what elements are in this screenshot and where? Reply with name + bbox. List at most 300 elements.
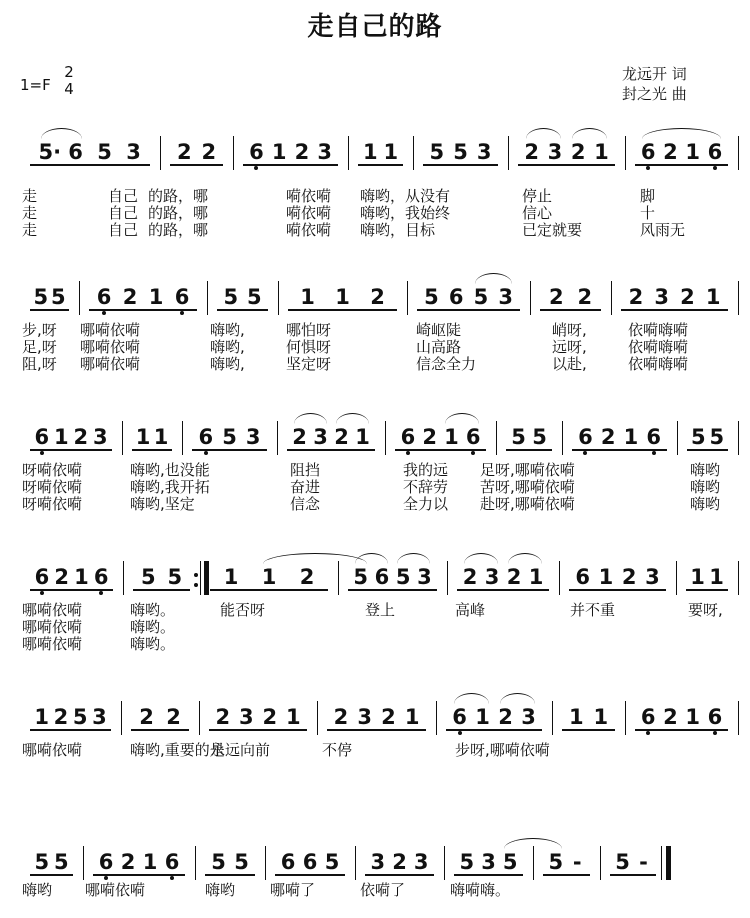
lyric-syllable-group: 嗨嗬嗨。 bbox=[450, 881, 511, 899]
note: 3 bbox=[92, 425, 108, 449]
note: 6 bbox=[164, 850, 180, 874]
beam-underline bbox=[327, 729, 426, 731]
note: 3 bbox=[370, 850, 386, 874]
beam-underline bbox=[610, 874, 656, 876]
note: 2 bbox=[73, 425, 89, 449]
note: 6 bbox=[34, 425, 50, 449]
note: 5 bbox=[511, 425, 526, 449]
beam-underline bbox=[30, 874, 73, 876]
lyric-syllable-group: 嗨哟 bbox=[22, 881, 53, 899]
slur bbox=[336, 413, 369, 424]
note: 1 bbox=[148, 285, 164, 309]
beam-underline bbox=[506, 449, 552, 451]
note: 3 bbox=[126, 140, 141, 164]
lyric-syllable-group: 信念 bbox=[290, 495, 321, 513]
note: 5 bbox=[473, 285, 489, 309]
barline bbox=[600, 846, 601, 880]
barline bbox=[533, 846, 534, 880]
beam-underline bbox=[686, 589, 728, 591]
lyric-syllable-group: 远呀, bbox=[552, 338, 587, 356]
note: 5 bbox=[459, 850, 475, 874]
barline bbox=[677, 421, 678, 455]
beam-underline bbox=[621, 309, 728, 311]
lyric-syllable-group: 的路，哪 bbox=[148, 187, 209, 205]
slur bbox=[355, 553, 388, 564]
lyric-syllable-group: 嗬依嗬 bbox=[286, 187, 332, 205]
note: 5 bbox=[324, 850, 340, 874]
note: 2 bbox=[680, 285, 695, 309]
slur bbox=[454, 693, 489, 704]
note: 6 bbox=[640, 140, 656, 164]
barline bbox=[611, 281, 612, 315]
note: 1 bbox=[285, 705, 301, 729]
lyric-syllable-group: 奋进 bbox=[290, 478, 321, 496]
octave-dot bbox=[102, 311, 106, 315]
lyric-syllable-group: 嗬依嗬 bbox=[286, 221, 332, 239]
lyric-syllable-group: 峭呀, bbox=[552, 321, 587, 339]
note: 2 bbox=[299, 565, 315, 589]
barline bbox=[160, 136, 161, 170]
lyric-syllable-group: 哪嗬依嗬 bbox=[22, 601, 83, 619]
beam-underline bbox=[288, 309, 397, 311]
note: 3 bbox=[484, 565, 500, 589]
octave-dot bbox=[471, 451, 475, 455]
note: 3 bbox=[357, 705, 372, 729]
lyric-syllable-group: 自己 bbox=[108, 221, 139, 239]
lyric-syllable-group: 苦呀,哪嗬依嗬 bbox=[480, 478, 575, 496]
note: 2 bbox=[370, 285, 385, 309]
lyric-syllable-group: 哪嗬依嗬 bbox=[80, 355, 141, 373]
barline bbox=[199, 701, 200, 735]
beam-underline bbox=[635, 164, 728, 166]
note: 1 bbox=[593, 705, 609, 729]
note: 3 bbox=[521, 705, 536, 729]
note: 2 bbox=[570, 140, 586, 164]
barline bbox=[552, 701, 553, 735]
beam-underline bbox=[423, 164, 498, 166]
barline bbox=[83, 846, 84, 880]
note: 6 bbox=[68, 140, 83, 164]
note: 5 bbox=[33, 285, 49, 309]
barline bbox=[676, 561, 677, 595]
note: 6 bbox=[400, 425, 416, 449]
beam-underline bbox=[133, 589, 190, 591]
lyric-syllable-group: 哪嗬依嗬 bbox=[80, 338, 141, 356]
barline bbox=[530, 281, 531, 315]
note: 1 bbox=[568, 705, 584, 729]
note: 5 bbox=[140, 565, 156, 589]
note: 6 bbox=[280, 850, 296, 874]
note: 2 bbox=[120, 850, 136, 874]
note: 6 bbox=[707, 140, 723, 164]
beam-underline bbox=[93, 874, 185, 876]
note: 5 bbox=[246, 285, 262, 309]
lyric-syllable-group: 停止 bbox=[522, 187, 553, 205]
note: 1 bbox=[475, 705, 490, 729]
note: 2 bbox=[462, 565, 478, 589]
barline bbox=[278, 281, 279, 315]
barline bbox=[496, 421, 497, 455]
lyric-syllable-group: 嗬依嗬 bbox=[286, 204, 332, 222]
note: 1 bbox=[223, 565, 239, 589]
note: 5 bbox=[223, 285, 239, 309]
lyricist-credit: 龙远开 词 bbox=[622, 65, 687, 83]
note: 2 bbox=[577, 285, 593, 309]
note: 3 bbox=[498, 285, 513, 309]
barline bbox=[738, 561, 739, 595]
lyric-syllable-group: 以赴, bbox=[552, 355, 587, 373]
note: 1 bbox=[355, 425, 370, 449]
beam-underline bbox=[518, 164, 615, 166]
octave-dot bbox=[406, 451, 410, 455]
octave-dot bbox=[713, 166, 717, 170]
note: 5 bbox=[532, 425, 547, 449]
note: 1 bbox=[709, 565, 724, 589]
lyric-syllable-group: 嗨哟 bbox=[690, 495, 721, 513]
lyric-syllable-group: 依嗬了 bbox=[360, 881, 406, 899]
note: 1 bbox=[74, 565, 89, 589]
note: 2 bbox=[176, 140, 192, 164]
note: 2 bbox=[663, 705, 678, 729]
note: 5 bbox=[53, 850, 69, 874]
barline bbox=[738, 136, 739, 170]
note: 1 bbox=[705, 285, 721, 309]
note: 1 bbox=[685, 705, 700, 729]
note: 6 bbox=[452, 705, 467, 729]
note: 6 bbox=[448, 285, 464, 309]
note: 5 bbox=[72, 705, 88, 729]
lyric-syllable-group: 走 bbox=[22, 221, 38, 239]
final-barline bbox=[666, 846, 671, 880]
lyric-syllable-group: 哪嗬依嗬 bbox=[22, 635, 83, 653]
slur bbox=[526, 128, 561, 139]
barline bbox=[121, 701, 122, 735]
note: 3 bbox=[476, 140, 492, 164]
barline bbox=[195, 846, 196, 880]
beam-underline bbox=[287, 449, 375, 451]
note: 5 bbox=[97, 140, 112, 164]
note: 2 bbox=[122, 285, 138, 309]
note: 6 bbox=[249, 140, 264, 164]
note: 3 bbox=[317, 140, 332, 164]
lyric-syllable-group: 嗨哟，我始终 bbox=[360, 204, 451, 222]
lyric-syllable-group: 嗨哟，目标 bbox=[360, 221, 436, 239]
lyric-syllable-group: 嗨哟,也没能 bbox=[130, 461, 210, 479]
slur bbox=[500, 693, 535, 704]
octave-dot bbox=[713, 731, 717, 735]
beam-underline bbox=[210, 589, 328, 591]
song-title: 走自己的路 bbox=[307, 12, 443, 42]
lyric-syllable-group: 坚定呀 bbox=[286, 355, 332, 373]
note: 3 bbox=[481, 850, 496, 874]
octave-dot bbox=[646, 731, 650, 735]
slur bbox=[397, 553, 430, 564]
note: 6 bbox=[707, 705, 723, 729]
note: 2 bbox=[54, 565, 69, 589]
octave-dot bbox=[652, 451, 656, 455]
barline bbox=[559, 561, 560, 595]
barline bbox=[436, 701, 437, 735]
note: 6 bbox=[578, 425, 593, 449]
lyric-syllable-group: 全力以 bbox=[403, 495, 449, 513]
barline bbox=[738, 421, 739, 455]
credits bbox=[622, 64, 687, 104]
barline bbox=[444, 846, 445, 880]
beam-underline bbox=[30, 729, 111, 731]
lyric-syllable-group: 呀嗬依嗬 bbox=[22, 461, 83, 479]
barline bbox=[182, 421, 183, 455]
note: 6 bbox=[34, 565, 50, 589]
note: 2 bbox=[524, 140, 539, 164]
note: 2 bbox=[334, 425, 349, 449]
beam-underline bbox=[457, 589, 549, 591]
lyric-syllable-group: 依嗬嗨嗬 bbox=[628, 355, 689, 373]
lyric-syllable-group: 哪怕呀 bbox=[286, 321, 332, 339]
note: 6 bbox=[646, 425, 661, 449]
slur bbox=[504, 838, 562, 849]
barline bbox=[317, 701, 318, 735]
lyric-syllable-group: 并不重 bbox=[570, 601, 616, 619]
key-signature: 1=F bbox=[20, 76, 51, 94]
lyric-syllable-group: 哪嗬依嗬 bbox=[22, 741, 83, 759]
note: 1 bbox=[383, 140, 399, 164]
lyric-syllable-group: 嗨哟 bbox=[690, 461, 721, 479]
beam-underline bbox=[569, 589, 666, 591]
note: 5 bbox=[211, 850, 226, 874]
slur bbox=[475, 273, 512, 284]
note: 1 bbox=[153, 425, 169, 449]
note: 5 bbox=[429, 140, 445, 164]
lyric-syllable-group: 呀嗬依嗬 bbox=[22, 495, 83, 513]
lyric-syllable-group: 哪嗬了 bbox=[270, 881, 316, 899]
note: 5 bbox=[353, 565, 368, 589]
note: 6 bbox=[374, 565, 390, 589]
lyric-syllable-group: 登上 bbox=[365, 601, 396, 619]
lyric-syllable-group: 我的远 bbox=[403, 461, 449, 479]
octave-dot bbox=[99, 591, 103, 595]
lyric-syllable-group: 哪嗬依嗬 bbox=[80, 321, 141, 339]
beam-underline bbox=[417, 309, 520, 311]
beam-underline bbox=[562, 729, 615, 731]
beam-underline bbox=[89, 309, 197, 311]
lyric-syllable-group: 嗨哟。 bbox=[130, 635, 176, 653]
note: 3 bbox=[413, 850, 429, 874]
note: 6 bbox=[465, 425, 481, 449]
note: 5 bbox=[709, 425, 725, 449]
note: - bbox=[572, 850, 582, 874]
beam-underline bbox=[348, 589, 437, 591]
repeat-dot bbox=[194, 573, 198, 577]
composer-credit: 封之光 曲 bbox=[622, 85, 687, 103]
lyric-syllable-group: 嗨哟。 bbox=[130, 601, 176, 619]
time-signature-denominator: 4 bbox=[64, 80, 74, 98]
beam-underline bbox=[687, 449, 728, 451]
note: 2 bbox=[663, 140, 678, 164]
note: 6 bbox=[98, 850, 114, 874]
lyric-syllable-group: 足,呀 bbox=[22, 338, 57, 356]
note: 1 bbox=[528, 565, 544, 589]
octave-dot bbox=[458, 731, 462, 735]
beam-underline bbox=[131, 729, 189, 731]
octave-dot bbox=[180, 311, 184, 315]
note: 1 bbox=[142, 850, 158, 874]
octave-dot bbox=[204, 451, 208, 455]
note: 5 bbox=[395, 565, 411, 589]
note: 1 bbox=[53, 425, 69, 449]
note: 2 bbox=[548, 285, 564, 309]
octave-dot bbox=[170, 876, 174, 880]
note: 5 bbox=[167, 565, 183, 589]
note: 1 bbox=[685, 140, 700, 164]
lyric-syllable-group: 要呀, bbox=[688, 601, 723, 619]
note: 5 bbox=[548, 850, 564, 874]
beam-underline bbox=[170, 164, 223, 166]
lyric-syllable-group: 山高路 bbox=[416, 338, 462, 356]
octave-dot bbox=[254, 166, 258, 170]
lyric-syllable-group: 赴呀,哪嗬依嗬 bbox=[480, 495, 575, 513]
note: 6 bbox=[174, 285, 190, 309]
slur bbox=[508, 553, 542, 564]
lyric-syllable-group: 阻挡 bbox=[290, 461, 321, 479]
note: 5 bbox=[453, 140, 468, 164]
lyric-syllable-group: 嗨哟, bbox=[210, 338, 245, 356]
barline bbox=[277, 421, 278, 455]
lyric-syllable-group: 的路，哪 bbox=[148, 221, 209, 239]
barline bbox=[338, 561, 339, 595]
note: 3 bbox=[645, 565, 660, 589]
slur bbox=[263, 553, 367, 564]
note: 3 bbox=[313, 425, 328, 449]
barline bbox=[625, 136, 626, 170]
note: 6 bbox=[198, 425, 214, 449]
lyric-syllable-group: 依嗬嗨嗬 bbox=[628, 338, 689, 356]
note: 3 bbox=[238, 705, 254, 729]
beam-underline bbox=[30, 589, 113, 591]
lyric-syllable-group: 信心 bbox=[522, 204, 553, 222]
note: 2 bbox=[600, 425, 616, 449]
note: 1 bbox=[404, 705, 420, 729]
note: 5· bbox=[38, 140, 62, 164]
note: 2 bbox=[422, 425, 437, 449]
note: 1 bbox=[271, 140, 287, 164]
note: 2 bbox=[201, 140, 217, 164]
barline bbox=[355, 846, 356, 880]
lyric-syllable-group: 嗨哟,我开拓 bbox=[130, 478, 210, 496]
barline bbox=[407, 281, 408, 315]
lyric-syllable-group: 已定就要 bbox=[522, 221, 583, 239]
lyric-syllable-group: 嗨哟, bbox=[210, 355, 245, 373]
lyric-syllable-group: 崎岖陡 bbox=[416, 321, 462, 339]
beam-underline bbox=[192, 449, 267, 451]
note: 5 bbox=[34, 850, 50, 874]
beam-underline bbox=[275, 874, 345, 876]
note: 5 bbox=[50, 285, 66, 309]
note: 2 bbox=[139, 705, 154, 729]
barline bbox=[207, 281, 208, 315]
beam-underline bbox=[540, 309, 601, 311]
repeat-barline bbox=[204, 561, 209, 595]
note: 2 bbox=[262, 705, 278, 729]
lyric-syllable-group: 呀嗬依嗬 bbox=[22, 478, 83, 496]
note: 2 bbox=[53, 705, 69, 729]
note: 5 bbox=[424, 285, 439, 309]
beam-underline bbox=[395, 449, 486, 451]
note: 1 bbox=[623, 425, 639, 449]
beam-underline bbox=[572, 449, 667, 451]
barline bbox=[122, 421, 123, 455]
note: 6 bbox=[93, 565, 109, 589]
lyric-syllable-group: 风雨无 bbox=[640, 221, 686, 239]
lyric-syllable-group: 阻,呀 bbox=[22, 355, 57, 373]
beam-underline bbox=[30, 449, 112, 451]
barline bbox=[738, 281, 739, 315]
note: - bbox=[639, 850, 648, 874]
note: 6 bbox=[575, 565, 590, 589]
barline bbox=[738, 701, 739, 735]
slur bbox=[445, 413, 479, 424]
note: 5 bbox=[615, 850, 630, 874]
lyric-syllable-group: 足呀,哪嗬依嗬 bbox=[480, 461, 575, 479]
note: 3 bbox=[417, 565, 432, 589]
note: 2 bbox=[381, 705, 396, 729]
lyric-syllable-group: 哪嗬依嗬 bbox=[85, 881, 146, 899]
note: 2 bbox=[294, 140, 310, 164]
note: 3 bbox=[654, 285, 669, 309]
beam-underline bbox=[132, 449, 172, 451]
note: 6 bbox=[96, 285, 112, 309]
lyric-syllable-group: 十 bbox=[640, 204, 656, 222]
note: 2 bbox=[621, 565, 637, 589]
barline bbox=[348, 136, 349, 170]
octave-dot bbox=[40, 451, 44, 455]
note: 2 bbox=[628, 285, 644, 309]
note: 1 bbox=[690, 565, 705, 589]
barline bbox=[233, 136, 234, 170]
lyric-syllable-group: 信念全力 bbox=[416, 355, 477, 373]
note: 1 bbox=[594, 140, 609, 164]
octave-dot bbox=[583, 451, 587, 455]
lyric-syllable-group: 不停 bbox=[322, 741, 353, 759]
beam-underline bbox=[635, 729, 728, 731]
slur bbox=[294, 413, 327, 424]
beam-underline bbox=[30, 309, 69, 311]
note: 1 bbox=[300, 285, 315, 309]
barline bbox=[265, 846, 266, 880]
beam-underline bbox=[30, 164, 150, 166]
lyric-syllable-group: 走 bbox=[22, 187, 38, 205]
lyric-syllable-group: 何惧呀 bbox=[286, 338, 332, 356]
lyric-syllable-group: 的路，哪 bbox=[148, 204, 209, 222]
note: 5 bbox=[690, 425, 706, 449]
octave-dot bbox=[104, 876, 108, 880]
lyric-syllable-group: 嗨哟,坚定 bbox=[130, 495, 195, 513]
final-barline-thin bbox=[661, 846, 662, 880]
lyric-syllable-group: 走 bbox=[22, 204, 38, 222]
note: 6 bbox=[302, 850, 318, 874]
note: 6 bbox=[640, 705, 656, 729]
note: 1 bbox=[135, 425, 151, 449]
beam-underline bbox=[365, 874, 434, 876]
time-signature bbox=[62, 64, 76, 98]
note: 5 bbox=[222, 425, 237, 449]
note: 5 bbox=[234, 850, 249, 874]
lyric-syllable-group: 能否呀 bbox=[220, 601, 266, 619]
note: 1 bbox=[335, 285, 350, 309]
lyric-syllable-group: 步,呀 bbox=[22, 321, 57, 339]
note: 1 bbox=[261, 565, 277, 589]
note: 1 bbox=[34, 705, 49, 729]
note: 3 bbox=[547, 140, 563, 164]
